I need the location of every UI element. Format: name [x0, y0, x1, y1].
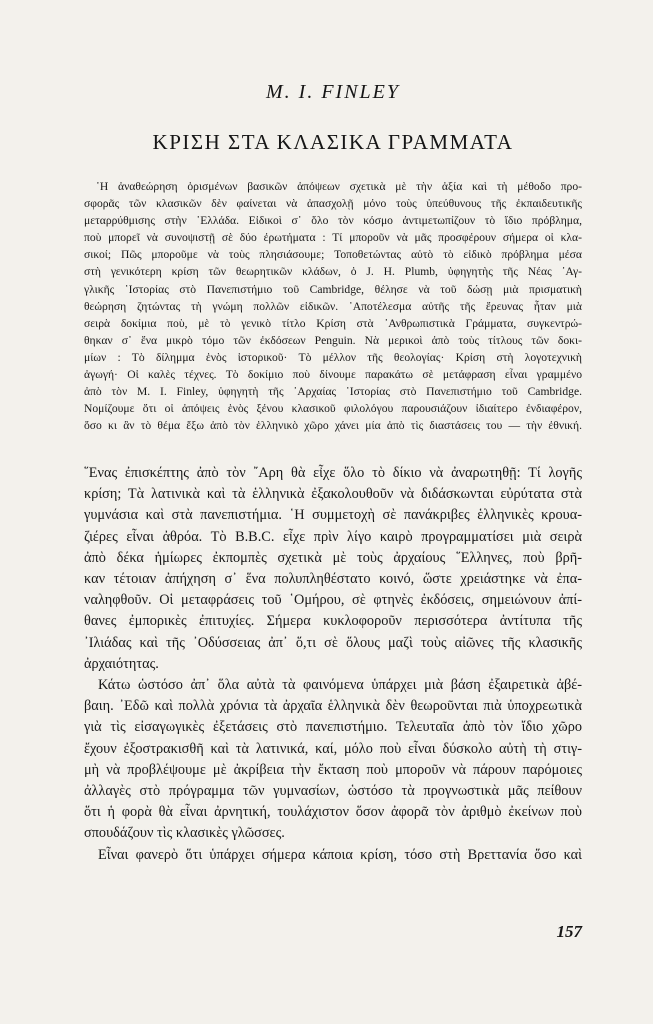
body-line: ἀρχαιότητας. [84, 655, 159, 672]
intro-line: μίων : Τὸ δίλημμα ἑνὸς ἱστορικοῦ· Τὸ μέλλον τῆς θεολογίας· Κρίση στὴ λογοτεχνικὴ [84, 350, 582, 364]
body-line: γιὰ τὶς εἰσαγωγικὲς ἐξετάσεις στὸ πανεπιστήμιο. Τελευταῖα ἀπὸ τὸν ἴδιο χῶρο [84, 719, 582, 736]
intro-line: σφορᾶς τῶν κλασικῶν δὲν φαίνεται νὰ ἀπασχολῇ μόνο τοὺς ὑπεύθυνους τῆς ἐκπαιδευτικῆς [84, 197, 582, 211]
body-line: καν τέτοιαν ἀπήχηση σ᾽ ἕνα πολυπληθέστατο κοινό, ὥστε χρειάστηκε νὰ ἐπα- [84, 571, 582, 588]
intro-line: γλικῆς ῾Ιστορίας στὸ Πανεπιστήμιο τοῦ Cambridge, θέλησε νὰ τοῦ δώσῃ μιὰ πρισματικὴ [84, 282, 582, 296]
intro-line: σικοί; Πῶς μποροῦμε νὰ τοὺς πλησιάσουμε; Τοποθετώντας αὐτὸ τὸ εἰδικὸ πρόβλημα μέσα [84, 248, 582, 262]
intro-line: ποὺ μπορεῖ νὰ συνοψιστῇ σὲ δύο ἐρωτήματα : Τί μποροῦν νὰ μᾶς προσφέρουν σήμερα οἱ κλα- [84, 231, 582, 245]
editorial-introduction [84, 178, 582, 434]
article-title: ΚΡΙΣΗ ΣΤΑ ΚΛΑΣΙΚΑ ΓΡΑΜΜΑΤΑ [152, 130, 514, 154]
body-line: θανες ἐμπορικὲς ἐπιτυχίες. Σήμερα κυκλοφοροῦν περισσότερα ἀντίτυπα τῆς [84, 613, 582, 630]
intro-line: ῾Η ἀναθεώρηση ὁρισμένων βασικῶν ἀπόψεων σχετικὰ μὲ τὴν ἀξία καὶ τὴ μέθοδο προ- [96, 180, 582, 193]
page-number: 157 [556, 922, 582, 941]
body-line: Κάτω ὡστόσο ἀπ᾽ ὅλα αὐτὰ τὰ φαινόμενα ὑπάρχει μιὰ βάση ἐξαιρετικὰ ἀβέ- [98, 677, 582, 694]
intro-line: σειρὰ δοκίμια ποὺ, μὲ τὸ γενικὸ τίτλο Κρίση στὰ ᾽Ανθρωπιστικὰ Γράμματα, συγκεντρώ- [84, 316, 582, 330]
body-line: σπουδάζουν τὶς κλασικὲς γλῶσσες. [84, 825, 285, 842]
body-line: βαιη. ᾽Εδῶ καὶ πολλὰ χρόνια τὰ ἀρχαῖα ἑλληνικὰ δὲν θεωροῦνται πιὰ ὑποχρεωτικὰ [84, 698, 582, 715]
intro-line: στὴ γενικότερη κρίση τῶν θεωρητικῶν κλάδων, ὁ J. H. Plumb, ὑφηγητὴς τῆς Νέας ᾽Αγ- [84, 265, 582, 279]
body-line: ὅτι ἡ φορὰ θὰ εἶναι ἀρνητική, τουλάχιστον ὅσον ἀφορᾶ τὸν ἀριθμὸ ἐκείνων ποὺ [84, 804, 582, 821]
author-name: M. I. FINLEY [266, 81, 400, 103]
body-line: ᾽Ιλιάδας καὶ τῆς ᾽Οδύσσειας ἀπ᾽ ὅ,τι σὲ ὅλους μαζὶ τοὺς αἰῶνες τῆς κλασικῆς [84, 634, 582, 651]
body-line: ἀλλαγὲς στὸ πρόγραμμα τῶν γυμνασίων, ὡστόσο τὰ προγνωστικὰ μᾶς πείθουν [84, 783, 582, 800]
body-line: μὴ νὰ προβλέψουμε μὲ ἀκρίβεια τὴν ἔκταση ποὺ μποροῦν νὰ πάρουν παρόμοιες [84, 761, 582, 778]
document-page [84, 0, 582, 1024]
body-line: ζιέρες εἶναι ἀθρόα. Τὸ B.B.C. εἶχε πρὶν λίγο καιρὸ προγραμματίσει μιὰ σειρὰ [84, 528, 582, 545]
body-line: γυμνάσια καὶ στὰ πανεπιστήμια. ῾Η συμμετοχὴ σὲ πανάκριβες ἑλληνικὲς κρουα- [84, 507, 582, 524]
intro-line: θηκαν σ᾽ ἕνα μικρὸ τόμο τῶν ἐκδόσεων Penguin. Νὰ μερικοὶ ἀπὸ τοὺς τίτλους τῶν δοκι- [84, 333, 582, 347]
intro-line: ἀπὸ τὸν M. I. Finley, ὑφηγητὴ τῆς ᾽Αρχαίας ῾Ιστορίας στὸ Πανεπιστήμιο τοῦ Cambridge. [84, 385, 582, 399]
intro-line: ἀγωγή· Οἱ καλὲς τέχνες. Τὸ δοκίμιο ποὺ δίνουμε παρακάτω σὲ μετάφραση εἶναι γραμμένο [84, 368, 582, 382]
body-line: Εἶναι φανερὸ ὅτι ὑπάρχει σήμερα κάποια κρίση, τόσο στὴ Βρεττανία ὅσο καὶ [98, 846, 582, 863]
intro-line: ὅσο κι ἂν τὸ θέμα ἔξω ἀπὸ τὸν ἑλληνικὸ χῶρο χάνει μία ἀπὸ τὶς διαστάσεις του — τὴν ἐθνική. [84, 419, 582, 433]
body-line: κρίση; Τὰ λατινικὰ καὶ τὰ ἑλληνικὰ ἐξακολουθοῦν νὰ διδάσκωνται εὐρύτατα στὰ [84, 486, 582, 503]
article-body [84, 463, 582, 866]
body-line: ἔχουν ἐξοστρακισθῆ καὶ τὰ λατινικά, καί, μόλο ποὺ εἶναι δύσκολο αὐτὴ τὴ στιγ- [84, 740, 582, 757]
intro-line: Νομίζουμε ὅτι οἱ ἀπόψεις ἑνὸς ξένου κλασικοῦ φιλολόγου παρουσιάζουν ἰδιαίτερο ἐνδιαφέρον, [84, 402, 582, 416]
intro-line: μεταρρύθμισης στὴν ῾Ελλάδα. Εἰδικοὶ σ᾽ ὅλο τὸν κόσμο ἀντιμετωπίζουν τὸ ἴδιο πρόβλημα, [84, 214, 582, 228]
intro-line: θεώρηση ζητώντας τὴ γνώμη πολλῶν εἰδικῶν. ᾽Αποτέλεσμα αὐτῆς τῆς ἔρευνας ἦταν μιὰ [84, 299, 582, 313]
body-line: ῞Ενας ἐπισκέπτης ἀπὸ τὸν ῎Αρη θὰ εἶχε ὅλο τὸ δίκιο νὰ ἀναρωτηθῇ: Τί λογῆς [84, 465, 582, 481]
body-line: ἀπὸ δέκα ἡμίωρες ἐκπομπὲς σχετικὰ μὲ τοὺς ἀρχαίους ῞Ελληνες, ποὺ βρῆ- [84, 549, 582, 566]
body-line: ναληφθοῦν. Οἱ μεταφράσεις τοῦ ῾Ομήρου, σὲ φτηνὲς ἐκδόσεις, σημειώνουν ἀπί- [84, 592, 582, 609]
